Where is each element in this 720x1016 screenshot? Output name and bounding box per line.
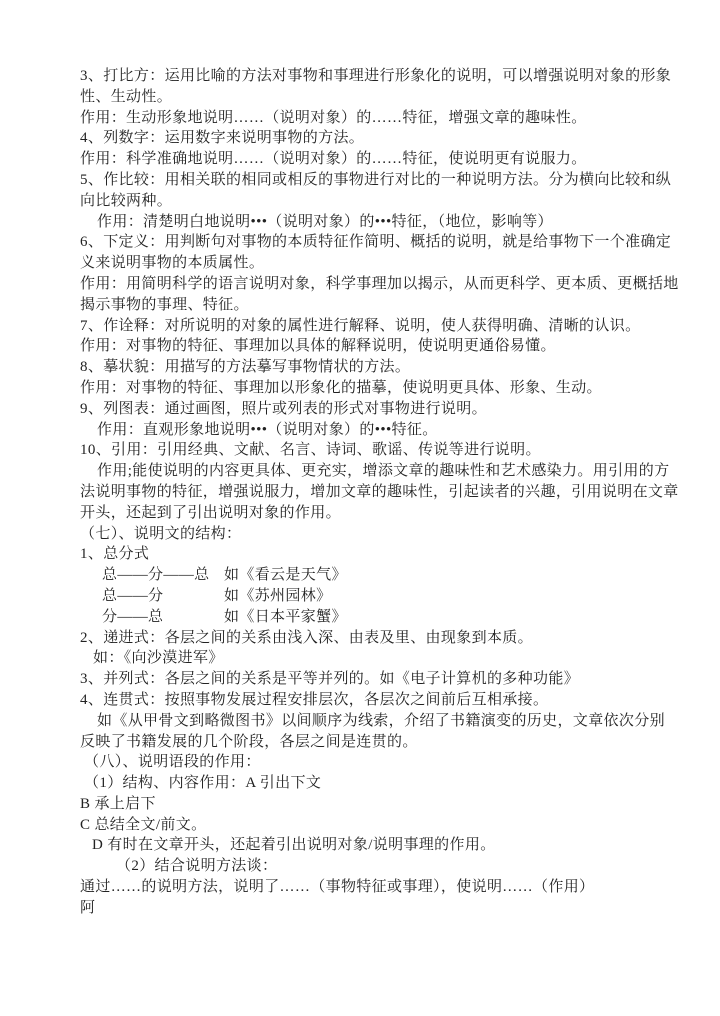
structure-example: 如《苏州园林》 [224,587,332,604]
text-line: 法说明事物的特征，增强说服力，增加文章的趣味性，引起读者的兴趣，引用说明在文章 [80,483,679,500]
text-line: 4、连贯式：按照事物发展过程安排层次，各层次之间前后互相承接。 [80,691,549,708]
text-line: 1、总分式 [80,546,150,563]
document-page [80,66,680,919]
structure-example-row [80,565,680,586]
text-line: 作用：对事物的特征、事理加以具体的解释说明，使说明更通俗易懂。 [80,338,556,355]
text-line: 反映了书籍发展的几个阶段，各层之间是连贯的。 [80,733,418,750]
text-line: 阿 [80,899,96,916]
structure-example-row [80,607,680,628]
text-line: 7、作诠释：对所说明的对象的属性进行解释、说明，使人获得明确、清晰的认识。 [80,317,641,334]
text-line: （2）结合说明方法谈： [116,858,278,875]
structure-example: 如《看云是天气》 [224,567,347,584]
text-line: （1）结构、内容作用：A 引出下文 [84,775,322,792]
structure-example: 如《日本平家蟹》 [224,608,347,625]
text-line: 3、并列式：各层之间的关系是平等并列的。如《电子计算机的多种功能》 [80,671,580,688]
text-line: 5、作比较：用相关联的相同或相反的事物进行对比的一种说明方法。分为横向比较和纵 [80,171,672,188]
text-line: 如：《向沙漠进军》 [93,650,224,667]
text-line: 4、列数字：运用数字来说明事物的方法。 [80,130,365,147]
text-line: 通过……的说明方法，说明了……（事物特征或事理），使说明……（作用） [80,879,595,896]
section-heading: （七）、说明文的结构： [80,525,242,542]
text-line: 作用;能使说明的内容更具体、更充实，增添文章的趣味性和艺术感染力。用引用的方 [97,463,670,480]
text-line: 向比较两种。 [80,192,173,209]
text-line: 作用：科学准确地说明……（说明对象）的……特征，使说明更有说服力。 [80,151,587,168]
text-line: C 总结全文/前文。 [80,816,207,833]
structure-form: 分——总 [102,608,164,625]
text-line: 2、递进式：各层之间的关系由浅入深、由表及里、由现象到本质。 [80,629,534,646]
text-line: 10、引用：引用经典、文献、名言、诗词、歌谣、传说等进行说明。 [80,442,541,459]
structure-example-row [80,586,680,607]
text-line: 9、列图表：通过画图，照片或列表的形式对事物进行说明。 [80,400,487,417]
text-line: 作用：直观形象地说明•••（说明对象）的•••特征。 [97,421,438,438]
text-line: 3、打比方：运用比喻的方法对事物和事理进行形象化的说明，可以增强说明对象的形象 [80,68,672,84]
structure-form: 总——分——总 [102,567,210,584]
text-line: 8、摹状貌：用描写的方法摹写事物情状的方法。 [80,359,411,376]
structure-form: 总——分 [102,587,164,604]
text-line: B 承上启下 [80,795,156,812]
text-line: 开头，还起到了引出说明对象的作用。 [80,504,341,521]
text-line: 如《从甲骨文到略微图书》以间顺序为线索，介绍了书籍演变的历史，文章依次分别 [97,712,665,729]
text-line: 作用：生动形象地说明……（说明对象）的……特征，增强文章的趣味性。 [80,109,587,126]
text-line: D 有时在文章开头，还起着引出说明对象/说明事理的作用。 [92,837,496,854]
text-line: 作用：用简明科学的语言说明对象，科学事理加以揭示，从而更科学、更本质、更概括地 [80,275,679,292]
text-line: 作用：清楚明白地说明•••（说明对象）的•••特征，（地位，影响等） [97,213,553,230]
text-line: 揭示事物的事理、特征。 [80,296,249,313]
text-line: 性、生动性。 [80,88,173,105]
text-line: 6、下定义：用判断句对事物的本质特征作简明、概括的说明，就是给事物下一个准确定 [80,234,672,251]
text-line: 作用：对事物的特征、事理加以形象化的描摹，使说明更具体、形象、生动。 [80,379,602,396]
section-heading: （八）、说明语段的作用： [84,754,261,771]
text-line: 义来说明事物的本质属性。 [80,255,265,272]
